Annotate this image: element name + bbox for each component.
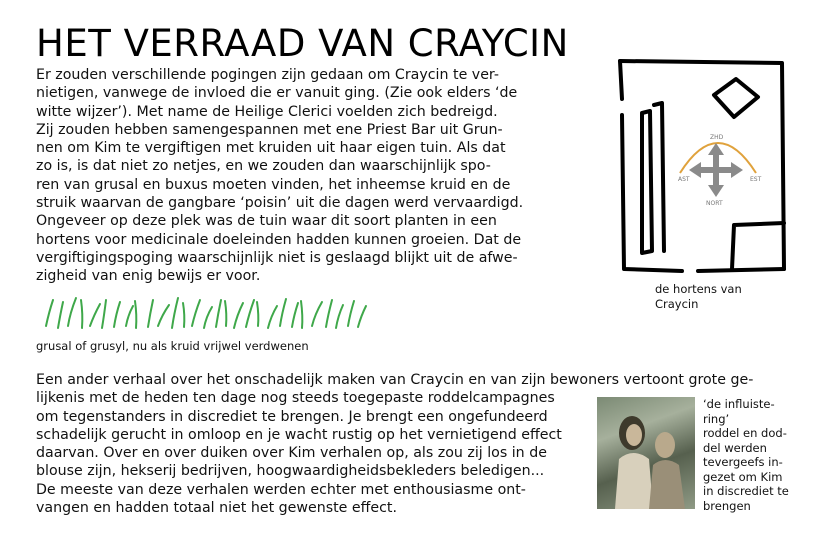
second-paragraph: Een ander verhaal over het onschadelijk maken van Craycin en van zijn bewoners vertoont grote ge- lijkenis met de heden ten dage nog steeds toegepaste roddelcampagnes om tegenstanders in discrediet te brengen. Je brengt een ongefundeerd schadelijk gerucht in omloop en je wacht rustig op het vernietigend effect daarvan. Over en over duiken over Kim verhalen op, als zou zij los in de blouse zijn, hekserij bedrijven, hoogwaardigheidsbekleders beledigen... De meeste van deze verhalen werden echter met enthousiasme ont- vangen en hadden totaal niet het gewenste effect.	[36, 372, 754, 517]
page-title: HET VERRAAD VAN CRAYCIN	[36, 22, 569, 65]
compass-label-east: EST	[750, 176, 762, 183]
compass-label-north: ZHD	[710, 134, 724, 141]
compass-label-west: AST	[678, 176, 690, 183]
intro-paragraph: Er zouden verschillende pogingen zijn gedaan om Craycin te ver- nietigen, vanwege de invloed die er vanuit ging. (Zie ook elders ‘de witte wijzer’). Met name de Heilige Clerici voelden zich bedreigd. Zij zouden hebben samengespannen met ene Priest Bar uit Grun- nen om Kim te vergiftigen met kruiden uit haar eigen tuin. Als dat zo is, is dat niet zo netjes, en we zouden dan waarschijnlijk spo- ren van grusal en buxus moeten vinden, het inheemse kruid en de struik waarvan de gangbare ‘poisin’ uit die dagen werd vervaardigd. Ongeveer op deze plek was de tuin waar dit soort planten in een hortens voor medicinale doeleinden hadden kunnen groeien. Dat de vergiftigingspoging waarschijnlijk niet is geslaagd blijkt uit de afwe- zigheid van enig bewijs er voor.	[36, 67, 524, 285]
whispering-photo	[597, 397, 695, 509]
photo-caption: ‘de influiste- ring’ roddel en dod- del werden tevergeefs in- gezet om Kim in discrediet te brengen	[703, 397, 789, 513]
grass-caption: grusal of grusyl, nu als kruid vrijwel verdwenen	[36, 339, 309, 353]
garden-plan-drawing	[612, 55, 792, 277]
plan-caption: de hortens van Craycin	[655, 282, 742, 311]
compass-label-south: NORT	[706, 200, 723, 207]
grass-illustration	[36, 288, 376, 332]
